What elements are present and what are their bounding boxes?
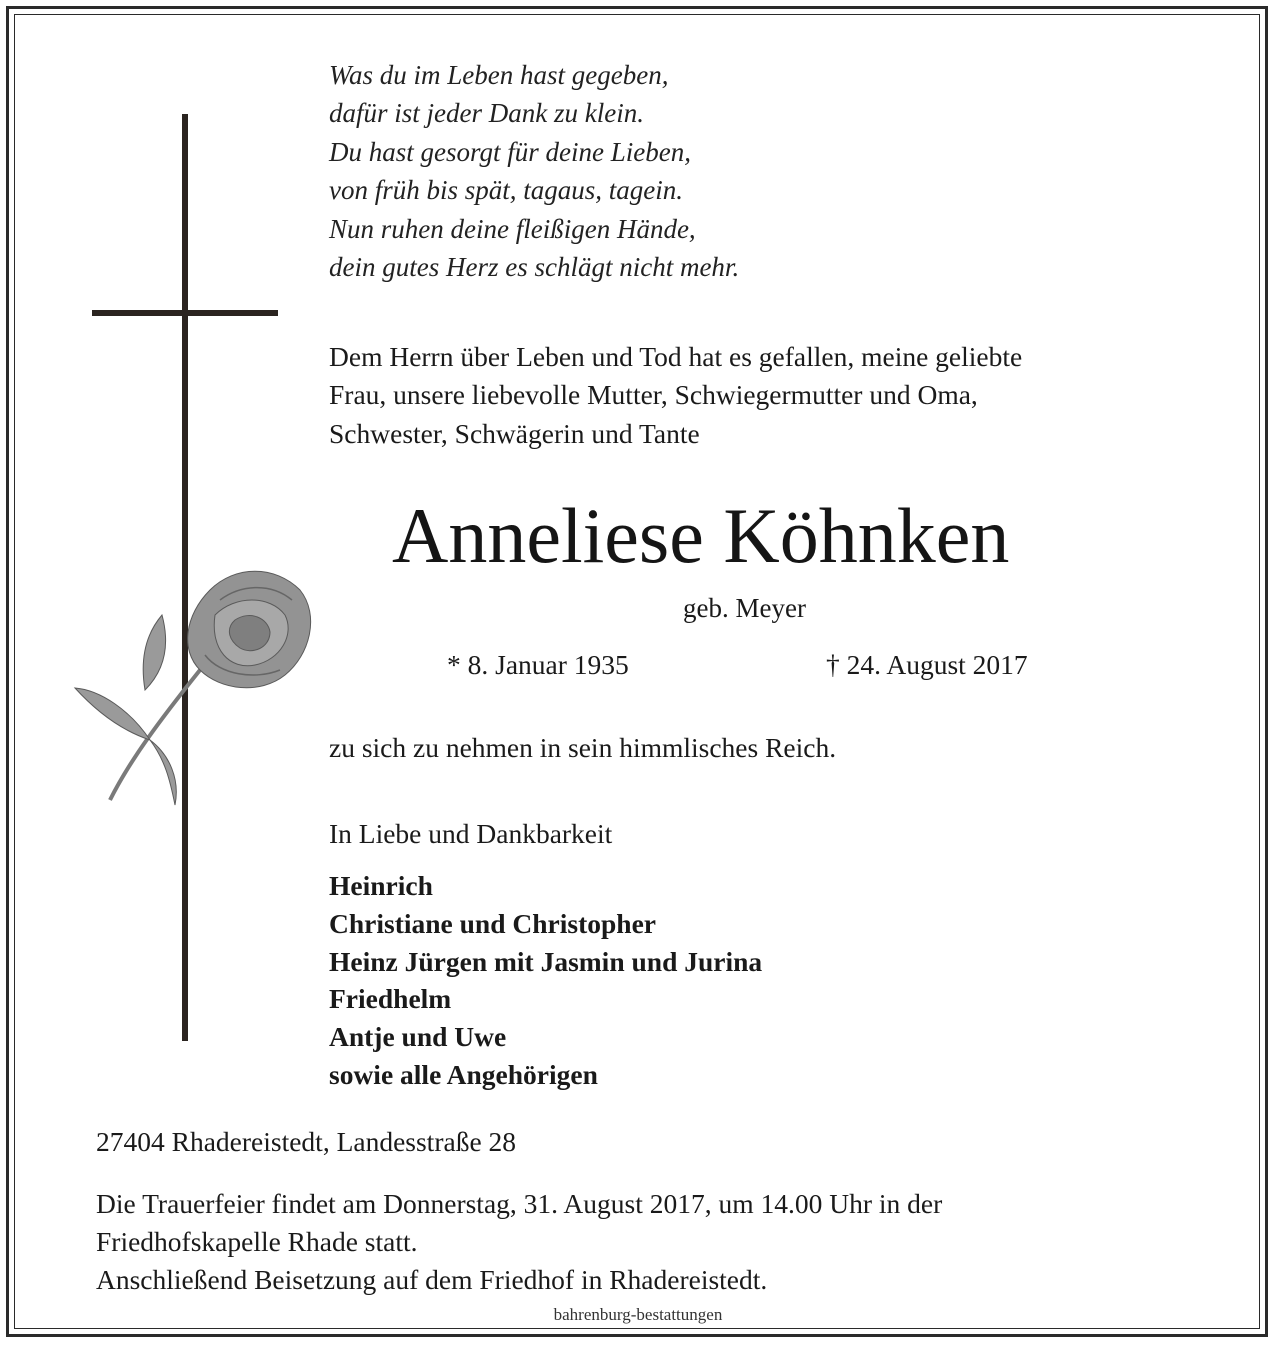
death-date: † 24. August 2017	[826, 649, 1028, 680]
mourner-entry: sowie alle Angehörigen	[329, 1058, 598, 1090]
poem-line: dein gutes Herz es schlägt nicht mehr.	[329, 252, 740, 283]
mourner-entry: Friedhelm	[329, 983, 452, 1015]
address-line: 27404 Rhadereistedt, Landesstraße 28	[96, 1126, 517, 1157]
mourners-list	[329, 867, 762, 1094]
closing-text: zu sich zu nehmen in sein himmlisches Reich.	[329, 732, 837, 763]
poem	[329, 56, 739, 286]
service-info	[96, 1185, 942, 1300]
service-line: Friedhofskapelle Rhade statt.	[96, 1226, 418, 1258]
birth-date: * 8. Januar 1935	[447, 649, 629, 680]
intro-line: Frau, unsere liebevolle Mutter, Schwiegermutter und Oma,	[329, 379, 978, 411]
mourner-entry: Heinrich	[329, 870, 433, 901]
poem-line: Was du im Leben hast gegeben,	[329, 60, 669, 90]
intro-line: Schwester, Schwägerin und Tante	[329, 417, 700, 449]
poem-line: Du hast gesorgt für deine Lieben,	[329, 136, 691, 167]
maiden-name: geb. Meyer	[683, 593, 806, 623]
poem-line: von früh bis spät, tagaus, tagein.	[329, 175, 684, 206]
intro-text	[329, 338, 1022, 453]
mourner-entry: Heinz Jürgen mit Jasmin und Jurina	[329, 945, 763, 977]
service-line: Die Trauerfeier findet am Donnerstag, 31. August 2017, um 14.00 Uhr in der	[96, 1188, 943, 1219]
rose-icon	[70, 560, 320, 810]
intro-line: Dem Herrn über Leben und Tod hat es gefallen, meine geliebte	[329, 341, 1023, 372]
service-line: Anschließend Beisetzung auf dem Friedhof in Rhadereistedt.	[96, 1264, 768, 1296]
funeral-home-credit: bahrenburg-bestattungen	[553, 1305, 723, 1324]
mourner-entry: Christiane und Christopher	[329, 907, 656, 939]
poem-line: Nun ruhen deine fleißigen Hände,	[329, 213, 696, 244]
cross-icon-crossbar	[92, 310, 278, 316]
thanks-text: In Liebe und Dankbarkeit	[329, 818, 613, 849]
deceased-name: Anneliese Köhnken	[392, 492, 1010, 579]
poem-line: dafür ist jeder Dank zu klein.	[329, 98, 644, 129]
address	[96, 1123, 516, 1161]
mourner-entry: Antje und Uwe	[329, 1021, 507, 1053]
